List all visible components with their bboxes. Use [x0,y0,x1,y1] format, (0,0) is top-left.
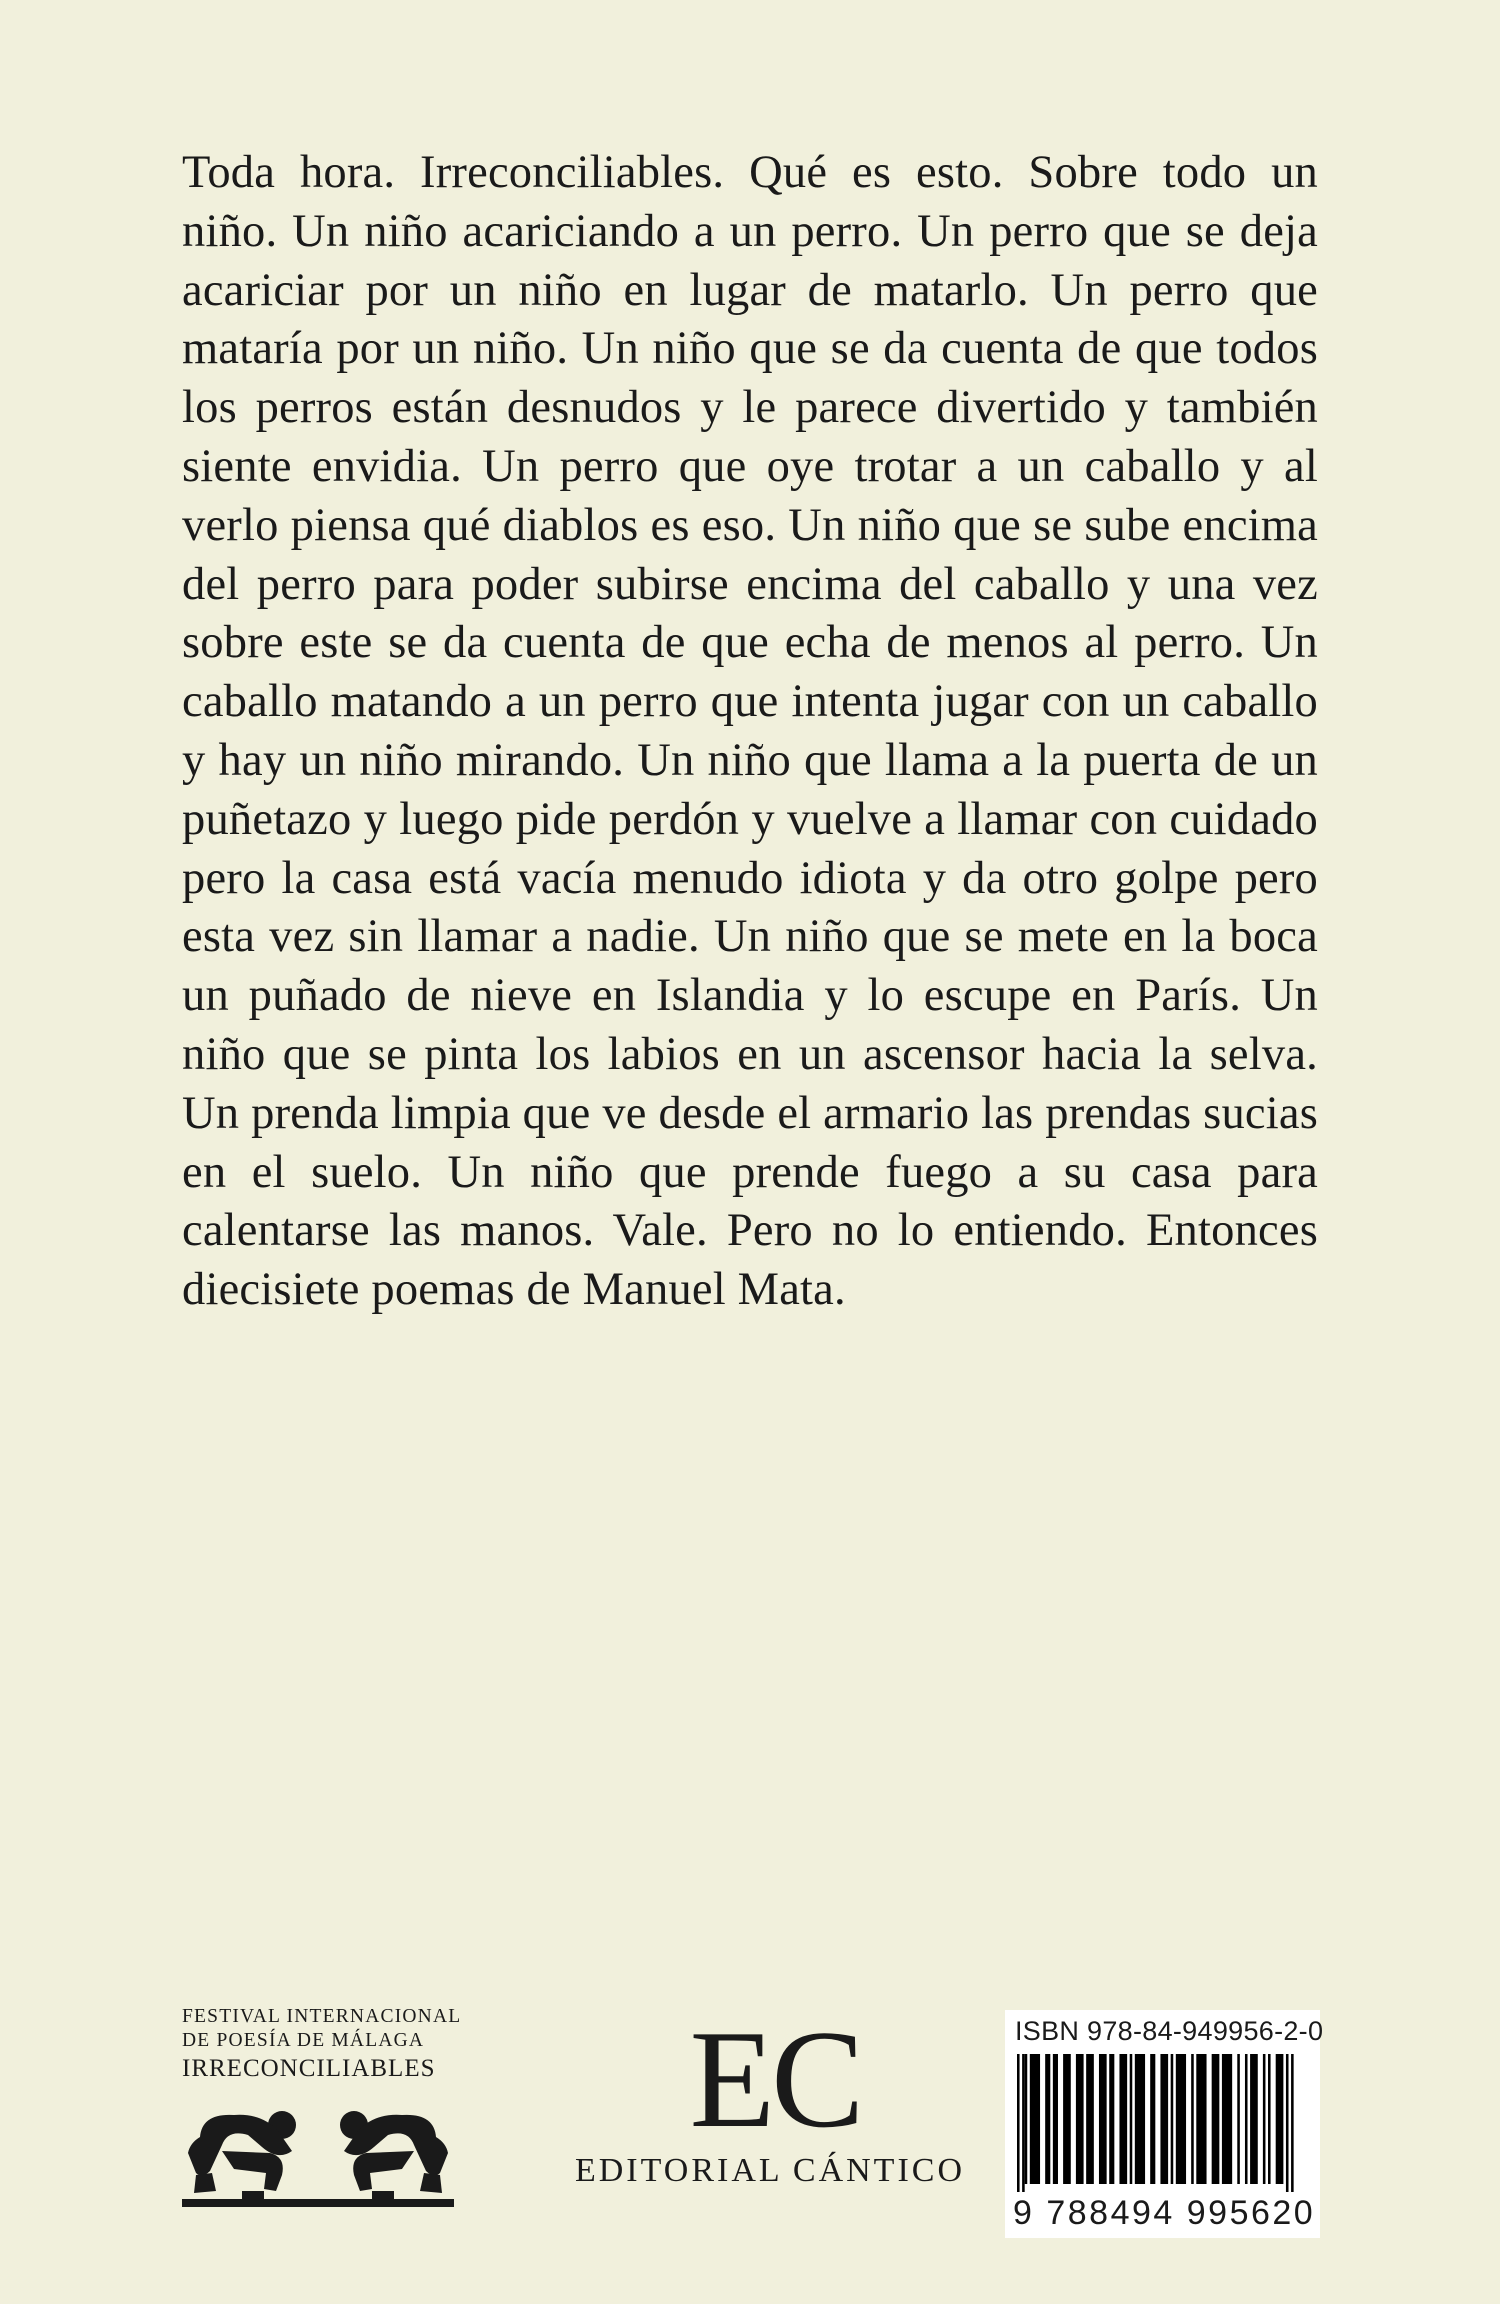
barcode-bar [1276,2054,1284,2184]
barcode-bar [1222,2054,1232,2184]
isbn-label: ISBN 978-84-949956-2-0 [1015,2016,1324,2046]
barcode-bar [1109,2054,1114,2184]
barcode-bar [1160,2054,1168,2184]
barcode-bar [1135,2054,1145,2184]
barcode-bar [1119,2054,1127,2184]
publisher-name: EDITORIAL CÁNTICO [574,2152,966,2189]
publisher-logo-ec: EC [689,2002,861,2157]
barcode-bar [1045,2054,1050,2184]
barcode-bar [1237,2054,1240,2184]
barcode-bar [1025,2054,1028,2184]
wrestlers-logo-icon [182,2095,454,2215]
back-cover-blurb: Toda hora. Irreconciliables. Qué es esto. Sobre todo un niño. Un niño acariciando a un perro. Un perro que se deja acariciar por un niño en lugar de matarlo. Un perro que mataría por un niño. Un niño que se da cuenta de que todos los perros están desnudos y le parece divertido y también siente envidia. Un perro que oye trotar a un caballo y al verlo piensa qué diablos es eso. Un niño que se sube encima del perro para poder subirse encima del caballo y una vez sobre este se da cuenta de que echa de menos al perro. Un caballo matando a un perro que intenta jugar con un caballo y hay un niño mirando. Un niño que llama a la puerta de un puñetazo y luego pide perdón y vuelve a llamar con cuidado pero la casa está vacía menudo idiota y da otro golpe pero esta vez sin llamar a nadie. Un niño que se mete en la boca un puñado de nieve en Islandia y lo escupe en París. Un niño que se pinta los labios en un ascensor hacia la selva. Un prenda limpia que ve desde el armario las prendas sucias en el suelo. Un niño que prende fuego a su casa para calentarse las manos. Vale. Pero no lo entiendo. Entonces diecisiete poemas de Manuel Mata. [182,147,1318,1316]
barcode-icon [1017,2054,1309,2192]
barcode-digits: 9 788494 995620 [1013,2194,1316,2232]
barcode-bar [1030,2054,1040,2184]
barcode-bar [1176,2054,1186,2184]
festival-line-2: DE POESÍA DE MÁLAGA [182,2030,425,2051]
barcode-bar [1017,2054,1020,2192]
barcode-bar [1263,2054,1266,2184]
barcode-bar [1130,2054,1133,2184]
barcode-bar [1286,2054,1289,2192]
barcode-bar [1291,2054,1294,2192]
barcode-bar [1250,2054,1258,2184]
barcode-bar [1099,2054,1107,2184]
barcode-bar [1086,2054,1094,2184]
festival-line-3: IRRECONCILIABLES [182,2055,436,2082]
barcode-bar [1022,2054,1025,2192]
barcode-bar [1191,2054,1194,2184]
barcode-bar [1171,2054,1174,2184]
isbn-barcode-panel [1005,2010,1324,2238]
barcode-bar [1063,2054,1071,2184]
barcode-bar [1196,2054,1206,2184]
barcode-bar [1076,2054,1084,2184]
festival-caption [182,2005,472,2085]
festival-line-1: FESTIVAL INTERNACIONAL [182,2006,462,2027]
barcode-bar [1150,2054,1155,2184]
barcode-bar [1053,2054,1058,2184]
barcode-bar [1212,2054,1220,2184]
barcode-bar [1245,2054,1248,2184]
barcode-bar [1268,2054,1271,2184]
